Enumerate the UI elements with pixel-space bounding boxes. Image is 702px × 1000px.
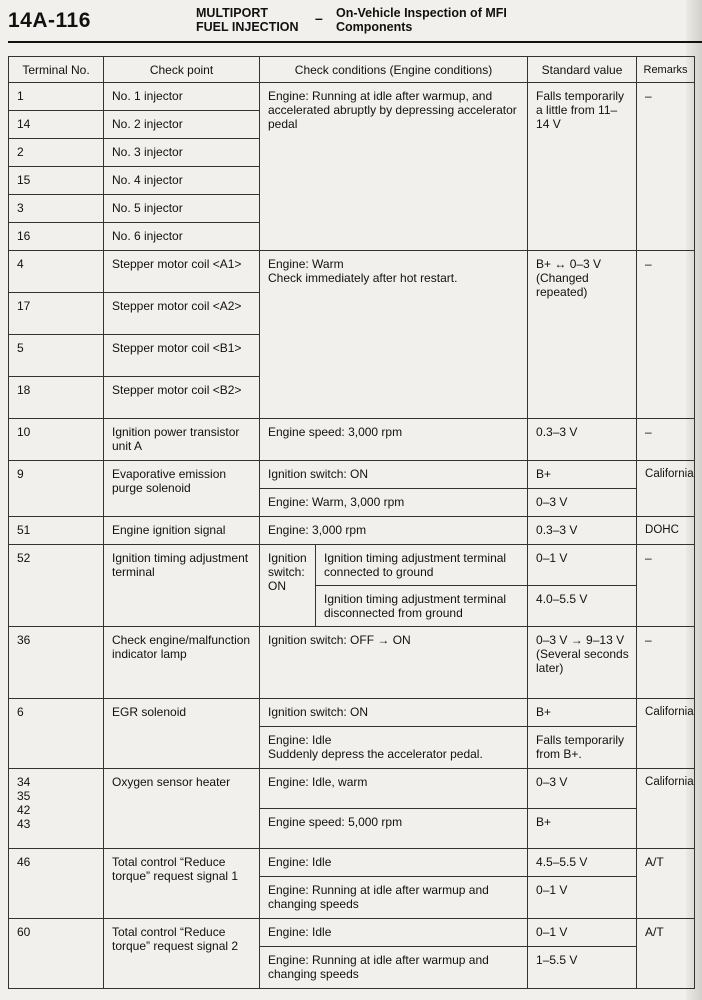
check-point-cell: Ignition timing adjustment terminal	[104, 545, 260, 627]
conditions-cell	[260, 251, 528, 419]
conditions-cell: Engine: Running at idle after warmup and changing speeds	[260, 877, 528, 919]
check-point-cell: Oxygen sensor heater	[104, 769, 260, 849]
conditions-cell: Engine speed: 5,000 rpm	[260, 809, 528, 849]
condition-line: Engine: Idle	[268, 733, 332, 747]
conditions-cell: Ignition timing adjustment terminal disconnected from ground	[316, 586, 528, 627]
section-title-line1: MULTIPORT	[196, 6, 268, 20]
table-row	[9, 251, 695, 293]
conditions-cell: Engine speed: 3,000 rpm	[260, 419, 528, 461]
terminal-cell: 5	[9, 335, 104, 377]
table-row	[9, 849, 695, 877]
terminal-cell: 10	[9, 419, 104, 461]
conditions-cell: Engine: Idle	[260, 849, 528, 877]
check-point-cell: Stepper motor coil <A1>	[104, 251, 260, 293]
conditions-cell: Engine: Running at idle after warmup, and accelerated abruptly by depressing accelerator pedal	[260, 83, 528, 251]
check-point-cell: No. 5 injector	[104, 195, 260, 223]
check-point-cell: No. 3 injector	[104, 139, 260, 167]
terminal-cell: 1	[9, 83, 104, 111]
standard-cell: B+	[528, 699, 637, 727]
section-title-line2: FUEL INJECTION	[196, 20, 299, 34]
check-point-cell: Evaporative emission purge solenoid	[104, 461, 260, 517]
standard-cell: 0.3–3 V	[528, 419, 637, 461]
remarks-cell: California	[637, 461, 695, 517]
conditions-cell: Ignition switch: ON	[260, 699, 528, 727]
subsection-title-line1: On-Vehicle Inspection of MFI	[336, 6, 507, 20]
terminal-cell: 15	[9, 167, 104, 195]
terminal-number: 42	[17, 803, 31, 817]
condition-line: Check immediately after hot restart.	[268, 271, 458, 285]
terminal-cell: 16	[9, 223, 104, 251]
col-header-standard: Standard value	[528, 57, 637, 83]
remarks-cell: A/T	[637, 919, 695, 989]
table-row	[9, 419, 695, 461]
conditions-cell: Engine: Idle, warm	[260, 769, 528, 809]
conditions-cell: Ignition switch: OFF → ON	[260, 627, 528, 699]
conditions-cell: Ignition switch: ON	[260, 461, 528, 489]
terminal-cell	[9, 769, 104, 849]
conditions-cell: Engine: Idle	[260, 919, 528, 947]
check-point-cell: Stepper motor coil <B1>	[104, 335, 260, 377]
standard-cell: B+	[528, 809, 637, 849]
remarks-cell: California	[637, 699, 695, 769]
table-row	[9, 769, 695, 809]
terminal-cell: 2	[9, 139, 104, 167]
table-row	[9, 919, 695, 947]
check-point-cell: No. 4 injector	[104, 167, 260, 195]
col-header-conditions: Check conditions (Engine conditions)	[260, 57, 528, 83]
conditions-cell: Engine: 3,000 rpm	[260, 517, 528, 545]
standard-cell: 0–1 V	[528, 877, 637, 919]
check-point-cell: No. 2 injector	[104, 111, 260, 139]
conditions-cell: Ignition timing adjustment terminal connected to ground	[316, 545, 528, 586]
terminal-number: 43	[17, 817, 31, 831]
table-row	[9, 83, 695, 111]
standard-cell: 0–3 V → 9–13 V (Several seconds later)	[528, 627, 637, 699]
terminal-cell: 14	[9, 111, 104, 139]
check-point-cell: Total control “Reduce torque” request signal 2	[104, 919, 260, 989]
subsection-title-line2: Components	[336, 20, 413, 34]
standard-cell: 4.0–5.5 V	[528, 586, 637, 627]
check-point-cell: Check engine/malfunction indicator lamp	[104, 627, 260, 699]
condition-line: Suddenly depress the accelerator pedal.	[268, 747, 483, 761]
check-point-cell: Ignition power transistor unit A	[104, 419, 260, 461]
conditions-cell	[260, 727, 528, 769]
check-point-cell: Engine ignition signal	[104, 517, 260, 545]
standard-cell: Falls temporarily a little from 11–14 V	[528, 83, 637, 251]
subsection-title	[336, 6, 507, 34]
remarks-cell: –	[637, 545, 695, 627]
conditions-cell: Engine: Warm, 3,000 rpm	[260, 489, 528, 517]
condition-line: Engine: Warm	[268, 257, 344, 271]
inspection-table	[8, 56, 695, 989]
standard-cell: B+	[528, 461, 637, 489]
standard-cell: Falls temporarily from B+.	[528, 727, 637, 769]
standard-cell: 0–1 V	[528, 545, 637, 586]
remarks-cell: –	[637, 419, 695, 461]
terminal-cell: 3	[9, 195, 104, 223]
page-header	[0, 0, 702, 44]
remarks-cell: –	[637, 251, 695, 419]
remarks-cell: California	[637, 769, 695, 849]
standard-cell: 0.3–3 V	[528, 517, 637, 545]
terminal-cell: 52	[9, 545, 104, 627]
page-number: 14A-116	[8, 9, 91, 32]
standard-cell: 4.5–5.5 V	[528, 849, 637, 877]
standard-cell: 0–1 V	[528, 919, 637, 947]
standard-cell: 0–3 V	[528, 489, 637, 517]
remarks-cell: DOHC	[637, 517, 695, 545]
standard-cell: 1–5.5 V	[528, 947, 637, 989]
col-header-remarks: Remarks	[637, 57, 695, 83]
terminal-number: 34	[17, 775, 31, 789]
col-header-check-point: Check point	[104, 57, 260, 83]
terminal-cell: 18	[9, 377, 104, 419]
remarks-cell: A/T	[637, 849, 695, 919]
header-rule	[8, 41, 702, 43]
table-row	[9, 699, 695, 727]
col-header-terminal: Terminal No.	[9, 57, 104, 83]
table-row	[9, 461, 695, 489]
terminal-cell: 4	[9, 251, 104, 293]
check-point-cell: EGR solenoid	[104, 699, 260, 769]
terminal-cell: 36	[9, 627, 104, 699]
terminal-cell: 17	[9, 293, 104, 335]
remarks-cell: –	[637, 627, 695, 699]
check-point-cell: No. 1 injector	[104, 83, 260, 111]
section-title	[196, 6, 299, 34]
conditions-cell: Engine: Running at idle after warmup and changing speeds	[260, 947, 528, 989]
terminal-cell: 9	[9, 461, 104, 517]
standard-cell: B+ ↔ 0–3 V (Changed repeated)	[528, 251, 637, 419]
check-point-cell: Stepper motor coil <B2>	[104, 377, 260, 419]
terminal-cell: 51	[9, 517, 104, 545]
table-row	[9, 627, 695, 699]
terminal-cell: 60	[9, 919, 104, 989]
check-point-cell: Stepper motor coil <A2>	[104, 293, 260, 335]
check-point-cell: Total control “Reduce torque” request signal 1	[104, 849, 260, 919]
terminal-cell: 46	[9, 849, 104, 919]
title-separator: –	[315, 10, 323, 26]
check-point-cell: No. 6 injector	[104, 223, 260, 251]
remarks-cell: –	[637, 83, 695, 251]
terminal-cell: 6	[9, 699, 104, 769]
switch-condition-cell: Ignition switch: ON	[260, 545, 316, 627]
standard-cell: 0–3 V	[528, 769, 637, 809]
table-row	[9, 517, 695, 545]
table-header-row	[9, 57, 695, 83]
table-row	[9, 545, 695, 586]
terminal-number: 35	[17, 789, 31, 803]
